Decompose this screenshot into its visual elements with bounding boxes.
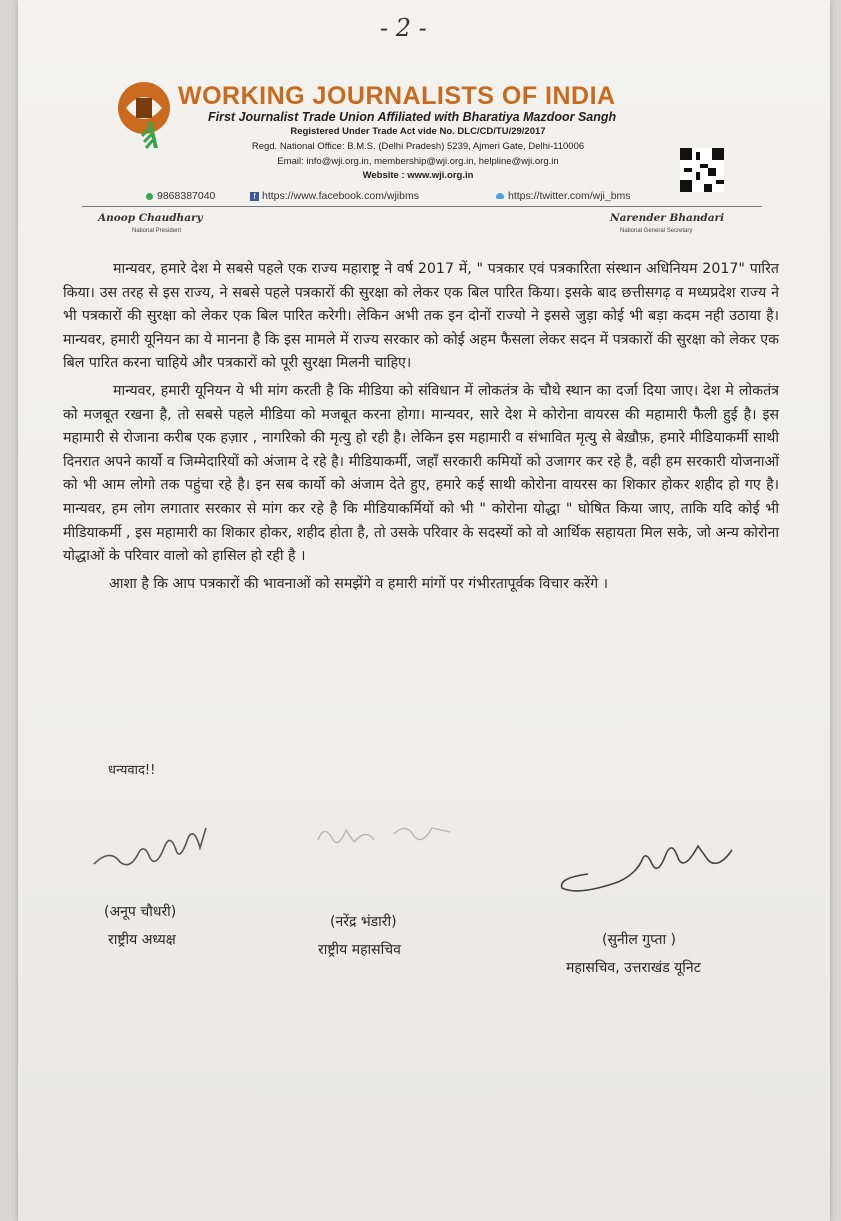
signatory-name: (अनूप चौधरी) [104, 904, 177, 920]
secretary-name: Narender Bhandari [610, 212, 725, 224]
president-name: Anoop Chaudhary [98, 212, 203, 224]
closing-text: धन्यवाद!! [108, 763, 156, 778]
signatory-title: राष्ट्रीय महासचिव [318, 942, 401, 958]
qr-code-icon [680, 148, 724, 192]
email-line: Email: info@wji.org.in, membership@wji.org.in, helpline@wji.org.in [277, 156, 559, 167]
header-divider [82, 206, 762, 207]
signatory-title: राष्ट्रीय अध्यक्ष [108, 932, 176, 948]
org-name: WORKING JOURNALISTS OF INDIA [178, 82, 616, 110]
registration-line: Registered Under Trade Act vide No. DLC/CD/TU/29/2017 [290, 126, 546, 137]
letter-page [18, 0, 830, 1221]
page-number: - 2 - [380, 14, 427, 42]
whatsapp-icon [146, 193, 153, 200]
signatory-name: (नरेंद्र भंडारी) [330, 914, 397, 930]
paragraph: मान्यवर, हमारी यूनियन ये भी मांग करती है कि मीडिया को संविधान में लोकतंत्र के चौथे स्थान का दर्जा दिया जाए। देश मे लोकतंत्र को मजबूत रखना है, तो सबसे पहले मीडिया को मजबूत करना होगा। मान्यवर, सारे देश मे कोरोना वायरस की महामारी फैली हुई है। इस महामारी से रोजाना करीब एक हज़ार , नागरिको की मृत्यु हो रही है। लेकिन इस महामारी व संभावित मृत्यु से बेख़ौफ़, हमारे मीडियाकर्मी साथी दिनरात अपने कार्यो व जिम्मेदारियों को अंजाम दे रहे है। मीडियाकर्मी, जहाँ सरकारी कमियों को उजागर कर रहे है, वही हम सरकारी योजनाओं को भी आम लोगो तक पहुंचा रहे है। इन सब कार्यो को अंजाम देते हुए, हमारे कई साथी कोरोना वायरस का शिकार होकर शहीद हो गए है। मान्यवर, हम लोग लगातार सरकार से मांग कर रहे है कि मीडियाकर्मियों को भी " कोरोना योद्धा " घोषित किया जाए, ताकि यदि कोई भी मीडियाकर्मी , इस महामारी का शिकार होकर, शहीद होता है, तो उसके परिवार के सदस्यों को वो आर्थिक सहायता मिल सके, जो अन्य कोरोना योद्धाओं के परिवार वालो को हासिल हो रही है । [63, 382, 779, 565]
twitter-icon [496, 193, 504, 199]
facebook-icon: f [250, 192, 259, 201]
letter-body [63, 258, 779, 600]
signatory-title: महासचिव, उत्तराखंड यूनिट [566, 960, 701, 976]
phone-number: 9868387040 [157, 190, 216, 202]
signature-narender [310, 810, 470, 860]
phone-contact [146, 190, 215, 202]
facebook-url: https://www.facebook.com/wjibms [262, 190, 419, 202]
president-title: National President [132, 228, 182, 234]
signature-sunil [548, 830, 738, 900]
office-address: Regd. National Office: B.M.S. (Delhi Pradesh) 5239, Ajmeri Gate, Delhi-110006 [251, 141, 585, 152]
org-tagline: First Journalist Trade Union Affiliated with Bharatiya Mazdoor Sangh [208, 110, 617, 124]
paragraph: आशा है कि आप पत्रकारों की भावनाओं को समझेंगे व हमारी मांगों पर गंभीरतापूर्वक विचार करेंगे । [109, 575, 608, 592]
website-line: Website : www.wji.org.in [362, 170, 474, 181]
signatory-name: (सुनील गुप्ता ) [602, 932, 676, 948]
facebook-contact [250, 190, 419, 202]
secretary-title: National General Secretary [620, 228, 693, 234]
paragraph: मान्यवर, हमारे देश मे सबसे पहले एक राज्य महाराष्ट्र ने वर्ष 2017 में, " पत्रकार एवं पत्रकारिता संस्थान अधिनियम 2017" पारित किया। उस तरह से इस राज्य, ने सबसे पहले पत्रकारों की सुरक्षा को लेकर एक बिल पारित किया। इसके बाद छत्तीसगढ़ व मध्यप्रदेश राज्य ने भी पत्रकारों की सुरक्षा को लेकर एक बिल पारित करेगी। लेकिन अभी तक इन दोनों राज्यो ने इससे जुड़ा कोई भी बड़ा कदम नही उठाया है। मान्यवर, हमारी यूनियन का ये मानना है कि इस मामले में राज्य सरकार को कोई अहम फैसला लेकर सदन में पत्रकारों की सुरक्षा को लेकर एक बिल पारित करना चाहिये और पत्रकारों को पूरी सुरक्षा मिलनी चाहिए। [63, 261, 779, 372]
signature-anoop [90, 818, 220, 878]
twitter-url: https://twitter.com/wji_bms [508, 190, 631, 202]
twitter-contact [496, 190, 631, 202]
